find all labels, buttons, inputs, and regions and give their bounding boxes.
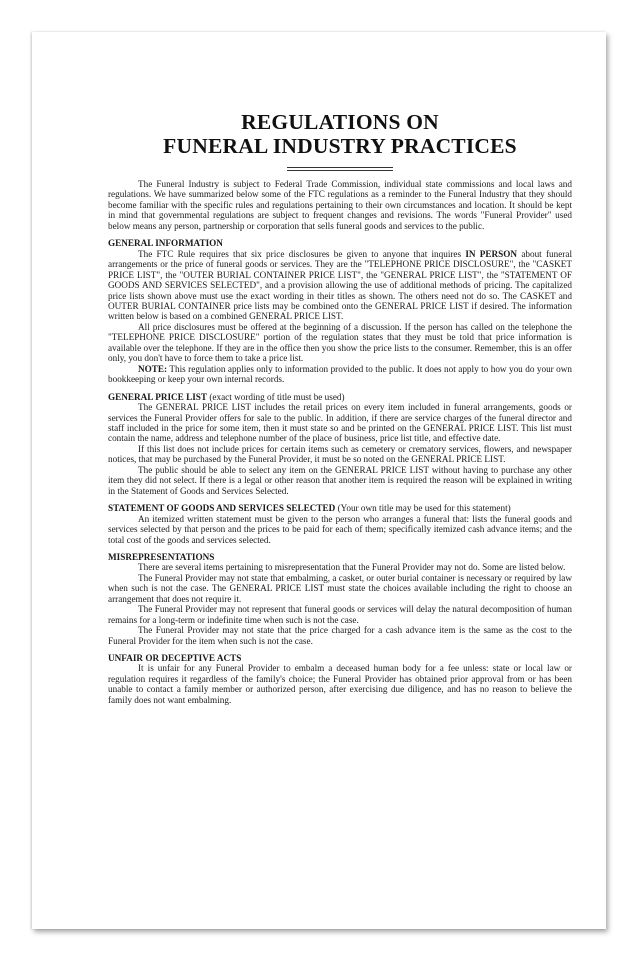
- section-unfair-deceptive-acts: [108, 653, 572, 705]
- heading-text: STATEMENT OF GOODS AND SERVICES SELECTED: [108, 503, 336, 514]
- document-body: [108, 179, 572, 705]
- emphasis-text: IN PERSON: [465, 248, 518, 259]
- document-page: [32, 32, 606, 929]
- section-heading: [108, 503, 572, 513]
- paragraph: If this list does not include prices for certain items such as cemetery or crematory services, flowers, and newspaper notices, that may be purchased by the Funeral Provider, it must be so noted on the GENERAL PRICE LIST.: [108, 443, 572, 465]
- document-title: [108, 110, 572, 158]
- text-run: The FTC Rule requires that six price disclosures be given to anyone that inquires: [138, 248, 466, 259]
- paragraph: There are several items pertaining to misrepresentation that the Funeral Provider may not do. Some are listed below.: [138, 562, 566, 573]
- section-general-price-list: [108, 392, 572, 497]
- paragraph: The public should be able to select any item on the GENERAL PRICE LIST without having to purchase any other item they did not select. If there is a legal or other reason that another item is required the reason will be explained in writing in the Statement of Goods and Services Selected.: [108, 464, 572, 496]
- heading-text: GENERAL PRICE LIST: [108, 391, 208, 402]
- paragraph: It is unfair for any Funeral Provider to embalm a deceased human body for a fee unless: state or local law or regulation requires it regardless of the family's choice; the Funeral Provider has obtained prior approval from or has been unable to contact a family member or authorized person, after exercising due diligence, and has no reason to believe the family does not want embalming.: [108, 663, 572, 705]
- heading-note: (exact wording of title must be used): [207, 391, 345, 402]
- heading-note: (Your own title may be used for this statement): [335, 503, 511, 514]
- section-heading: UNFAIR OR DECEPTIVE ACTS: [108, 653, 242, 664]
- title-line-1: REGULATIONS ON: [241, 110, 439, 134]
- section-statement-of-goods: [108, 503, 572, 545]
- title-line-2: FUNERAL INDUSTRY PRACTICES: [163, 134, 517, 158]
- text-run: about funeral arrangements or the price of funeral goods or services. They are the "TELEPHONE PRICE DISCLOSURE", the "CASKET PRICE LIST", the "OUTER BURIAL CONTAINER PRICE LIST", the "GENERAL PRICE LIST", the "STATEMENT OF GOODS AND SERVICES SELECTED", and a provision allowing the use of additional methods of pricing. The capitalized price lists shown above must use the exact wording in their titles as shown. The others need not do so. The CASKET and OUTER BURIAL CONTAINER price lists may be combined onto the GENERAL PRICE LIST if desired. The information written below is based on a combined GENERAL PRICE LIST.: [108, 248, 572, 322]
- section-heading: [108, 392, 572, 402]
- title-divider: [287, 167, 393, 171]
- paragraph: [108, 249, 572, 322]
- section-general-information: [108, 238, 572, 384]
- paragraph: The Funeral Provider may not state that the price charged for a cash advance item is the same as the cost to the Funeral Provider for the item when such is not the case.: [108, 625, 572, 646]
- paragraph: An itemized written statement must be given to the person who arranges a funeral that: lists the funeral goods and services selected by that person and the prices to be paid for each of them; specifically itemized cash advance items; and the total cost of the goods and services selected.: [108, 513, 572, 545]
- note-paragraph: [108, 364, 572, 385]
- paragraph: The Funeral Provider may not represent that funeral goods or services will delay the natural decomposition of human remains for a long-term or indefinite time when such is not the case.: [108, 604, 572, 625]
- paragraph: All price disclosures must be offered at the beginning of a discussion. If the person has called on the telephone the "TELEPHONE PRICE DISCLOSURE" portion of the regulation states that they must be told that price information is available over the telephone. If they are in the office then you show the price lists to the consumer. Remember, this is an offer only, you don't have to force them to take a price list.: [108, 321, 572, 364]
- section-misrepresentations: [108, 552, 572, 646]
- note-label: NOTE:: [138, 363, 168, 374]
- intro-paragraph: The Funeral Industry is subject to Federal Trade Commission, individual state commissions and local laws and regulations. We have summarized below some of the FTC regulations as a reminder to the Funeral Industry that they should become familiar with the specific rules and regulations pertaining to their own circumstances and location. It should be kept in mind that governmental regulations are subject to frequent changes and revisions. The words "Funeral Provider" used below means any person, partnership or corporation that sells funeral goods and services to the public.: [108, 179, 572, 231]
- section-heading: MISREPRESENTATIONS: [108, 551, 215, 562]
- paragraph: The GENERAL PRICE LIST includes the retail prices on every item included in funeral arrangements, goods or services the Funeral Provider offers for sale to the public. In addition, if there are service charges of the funeral director and staff included in the price for some item, then it must state so and be printed on the GENERAL PRICE LIST. This list must contain the name, address and telephone number of the place of business, price list title, and effective date.: [108, 402, 572, 444]
- section-heading: GENERAL INFORMATION: [108, 238, 223, 249]
- text-run: This regulation applies only to information provided to the public. It does not apply to how you do your own bookkeeping or keep your own internal records.: [108, 363, 572, 385]
- paragraph: The Funeral Provider may not state that embalming, a casket, or outer burial container is necessary or required by law when such is not the case. The GENERAL PRICE LIST must state the choices available including the right to choose an arrangement that does not require it.: [108, 572, 572, 604]
